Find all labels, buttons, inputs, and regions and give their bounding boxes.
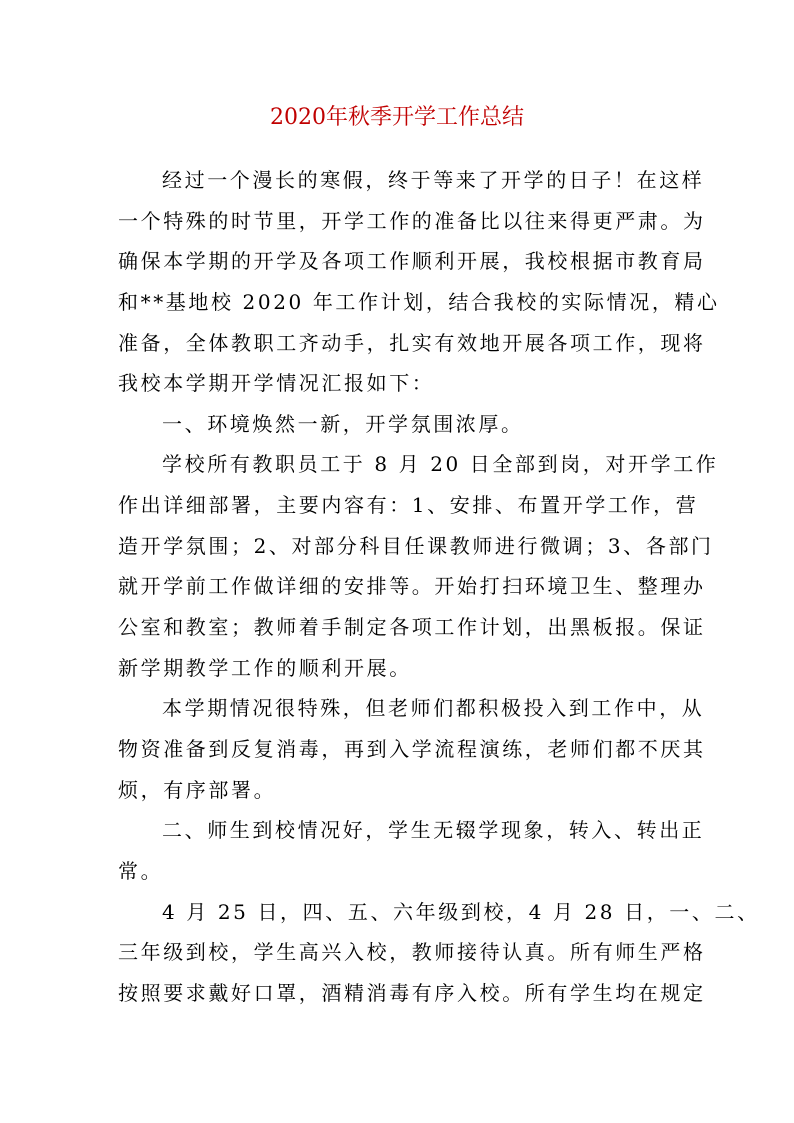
paragraph-line: 一个特殊的时节里，开学工作的准备比以往来得更严肃。为 [118,208,706,233]
paragraph-line: 常。 [118,858,164,883]
section-heading: 一、环境焕然一新，开学氛围浓厚。 [162,411,524,436]
paragraph-line: 新学期教学工作的顺利开展。 [118,655,412,680]
paragraph-line: 公室和教室；教师着手制定各项工作计划，出黑板报。保证 [118,615,706,640]
paragraph-line: 和**基地校 2020 年工作计划，结合我校的实际情况，精心 [118,289,720,314]
paragraph-line: 就开学前工作做详细的安排等。开始打扫环境卫生、整理办 [118,574,706,599]
paragraph-line: 作出详细部署，主要内容有：1、安排、布置开学工作，营 [118,493,699,518]
paragraph-line: 造开学氛围；2、对部分科目任课教师进行微调；3、各部门 [118,533,714,558]
paragraph-line: 物资准备到反复消毒，再到入学流程演练，老师们都不厌其 [118,736,706,761]
paragraph-line: 三年级到校，学生高兴入校，教师接待认真。所有师生严格 [118,940,706,965]
document-body [118,160,760,1013]
paragraph-line: 按照要求戴好口罩，酒精消毒有序入校。所有学生均在规定 [118,980,706,1005]
document-title: 2020年秋季开学工作总结 [270,105,524,130]
paragraph-line: 学校所有教职员工于 8 月 20 日全部到岗，对开学工作 [162,452,719,477]
paragraph-line: 我校本学期开学情况汇报如下： [118,371,435,396]
paragraph-line: 本学期情况很特殊，但老师们都积极投入到工作中，从 [162,696,705,721]
section-heading: 二、师生到校情况好，学生无辍学现象，转入、转出正 [162,818,705,843]
paragraph-line: 4 月 25 日，四、五、六年级到校，4 月 28 日，一、二、 [162,899,760,924]
paragraph-line: 经过一个漫长的寒假，终于等来了开学的日子！在这样 [162,168,705,192]
paragraph-line: 准备，全体教职工齐动手，扎实有效地开展各项工作，现将 [118,330,706,355]
paragraph-line: 确保本学期的开学及各项工作顺利开展，我校根据市教育局 [118,249,706,274]
paragraph-line: 烦，有序部署。 [118,777,277,802]
